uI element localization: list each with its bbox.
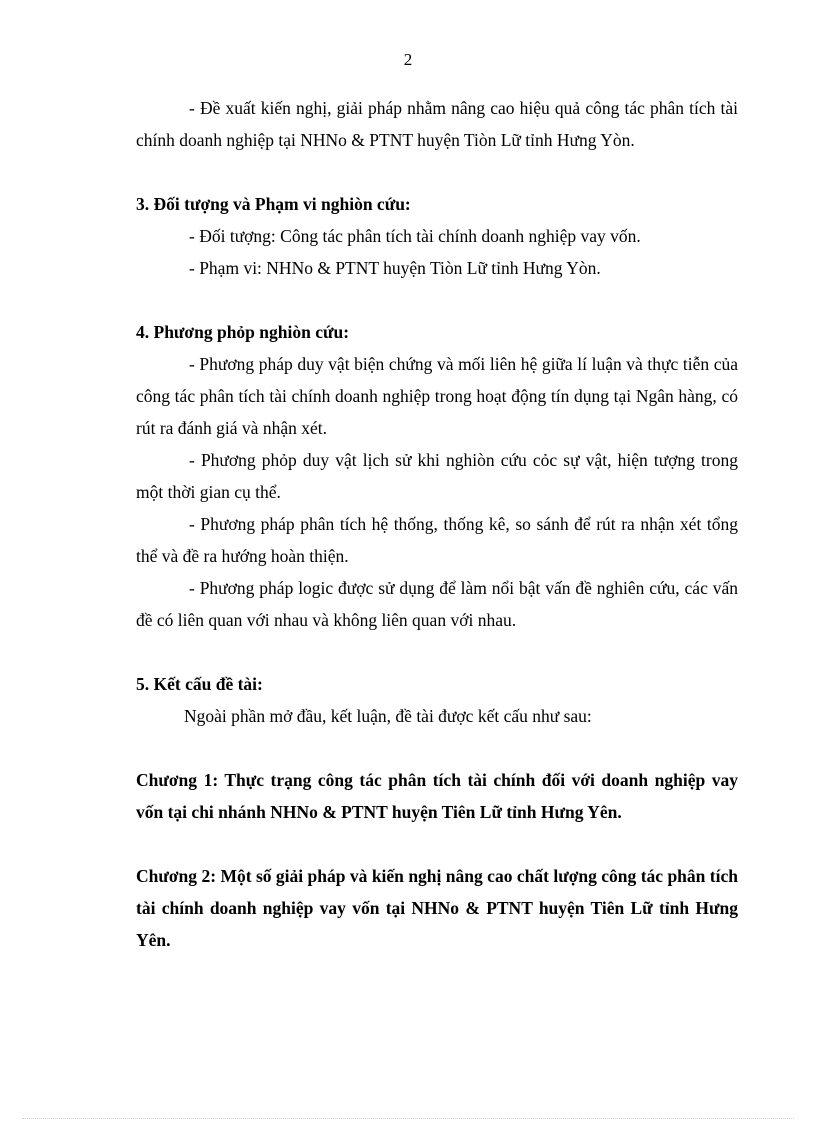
section-3-item-object: - Đối tượng: Công tác phân tích tài chính doanh nghiệp vay vốn. xyxy=(189,226,641,246)
section-5-heading: 5. Kết cấu đề tài: xyxy=(136,674,263,694)
section-4-item-systems: - Phương pháp phân tích hệ thống, thống kê, so sánh để rút ra nhận xét tổng thể và đề ra hướng hoàn thiện. xyxy=(136,514,738,566)
section-3-item-scope: - Phạm vi: NHNo & PTNT huyện Tiòn Lữ tỉnh Hưng Yòn. xyxy=(189,258,601,278)
chapter-1-title: Chương 1: Thực trạng công tác phân tích tài chính đối với doanh nghiệp vay vốn tại chi nhánh NHNo & PTNT huyện Tiên Lữ tỉnh Hưng Yên. xyxy=(136,770,738,822)
section-4-heading: 4. Phương phỏp nghiòn cứu: xyxy=(136,322,350,342)
section-4-item-dialectical: - Phương pháp duy vật biện chứng và mối liên hệ giữa lí luận và thực tiễn của công tác phân tích tài chính doanh nghiệp trong hoạt động tín dụng tại Ngân hàng, có rút ra đánh giá và nhận xét. xyxy=(136,354,738,438)
spacer xyxy=(136,636,738,668)
page-bottom-edge xyxy=(22,1118,794,1119)
section-4-item-logic: - Phương pháp logic được sử dụng để làm nổi bật vấn đề nghiên cứu, các vấn đề có liên quan với nhau và không liên quan với nhau. xyxy=(136,578,738,630)
section-4-item-historical: - Phương phỏp duy vật lịch sử khi nghiòn cứu cỏc sự vật, hiện tượng trong một thời gian cụ thể. xyxy=(136,450,738,502)
chapter-2-title: Chương 2: Một số giải pháp và kiến nghị nâng cao chất lượng công tác phân tích tài chính doanh nghiệp vay vốn tại NHNo & PTNT huyện Tiên Lữ tỉnh Hưng Yên. xyxy=(136,866,738,950)
intro-item: - Đề xuất kiến nghị, giải pháp nhằm nâng cao hiệu quả công tác phân tích tài chính doanh nghiệp tại NHNo & PTNT huyện Tiòn Lữ tỉnh Hưng Yòn. xyxy=(136,98,738,150)
spacer xyxy=(136,284,738,316)
section-5-intro: Ngoài phần mở đầu, kết luận, đề tài được kết cấu như sau: xyxy=(184,706,592,726)
page-number: 2 xyxy=(403,50,413,69)
section-3-heading: 3. Đối tượng và Phạm vi nghiòn cứu: xyxy=(136,194,411,214)
spacer xyxy=(136,156,738,188)
spacer xyxy=(136,732,738,764)
document-body xyxy=(136,92,738,956)
spacer xyxy=(136,828,738,860)
